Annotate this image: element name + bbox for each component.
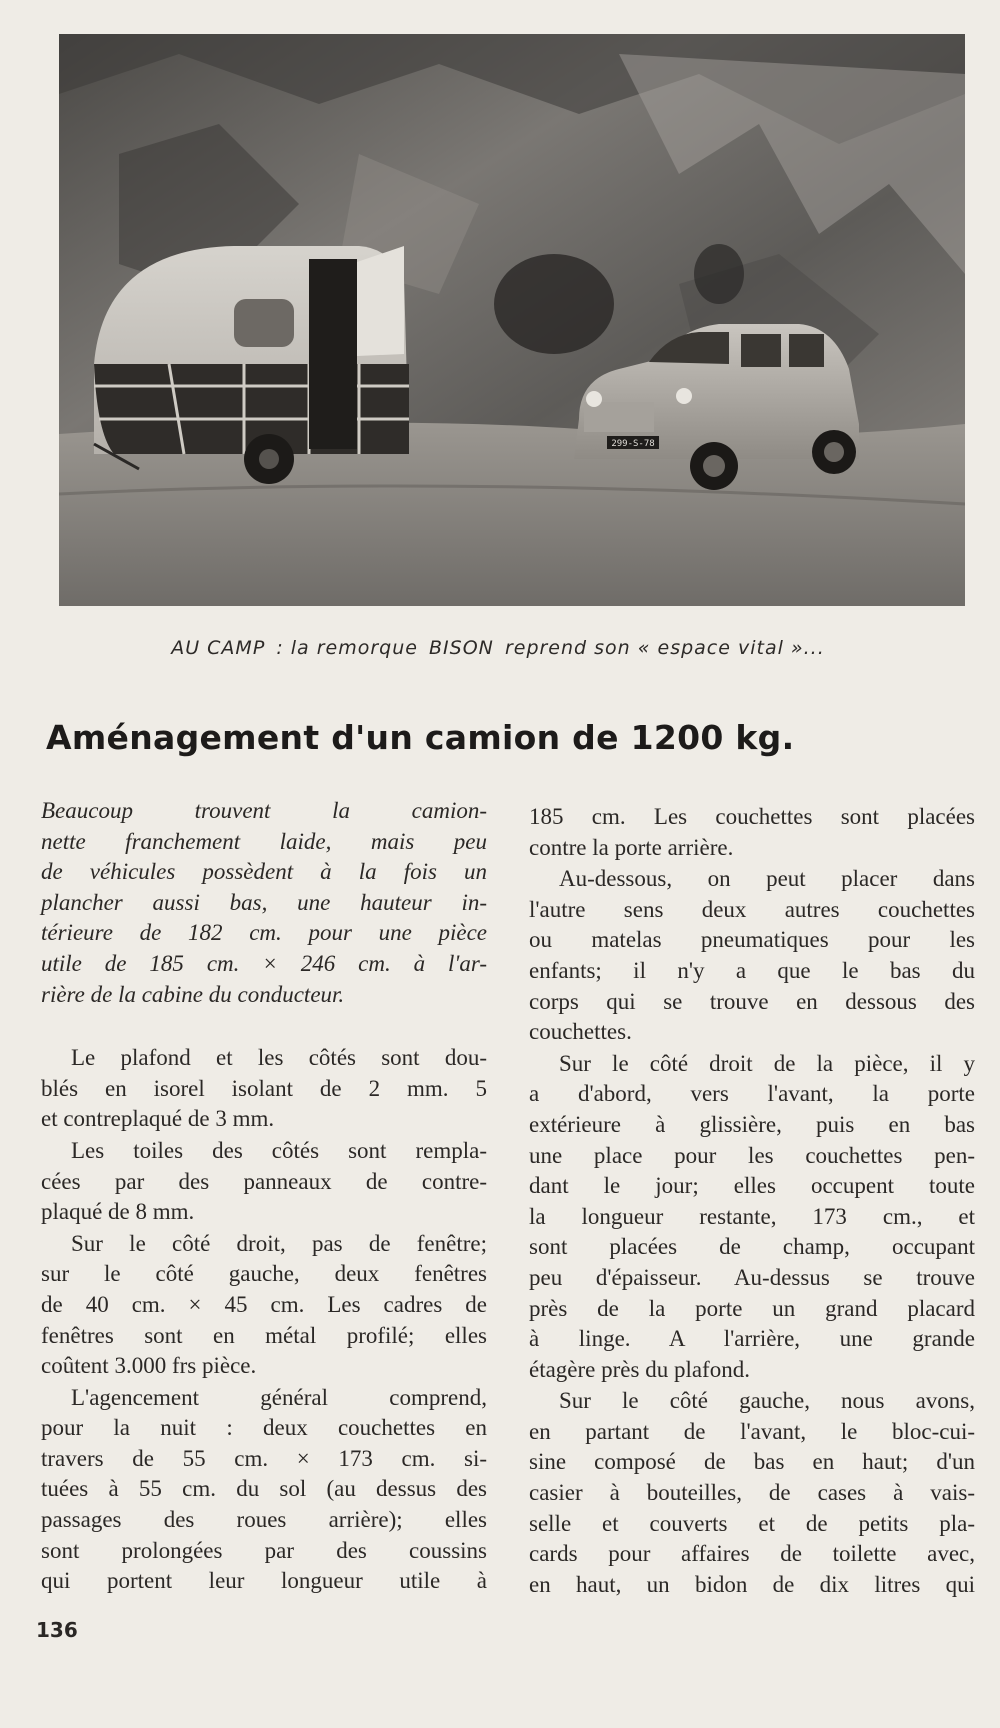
text-line: corps qui se trouve en dessous des <box>529 988 975 1014</box>
text-line: sur le côté gauche, deux fenêtres <box>41 1261 487 1287</box>
intro-paragraph <box>41 796 487 1010</box>
text-line: contre la porte arrière. <box>529 834 734 860</box>
text-line: près de la porte un grand placard <box>529 1295 975 1321</box>
text-line: une place pour les couchettes pen- <box>529 1142 975 1168</box>
text-line: selle et couverts et de petits pla- <box>529 1510 975 1536</box>
text-line: qui portent leur longueur utile à <box>41 1568 487 1594</box>
text-line: cées par des panneaux de contre- <box>41 1168 487 1194</box>
text-line: extérieure à glissière, puis en bas <box>529 1111 975 1137</box>
license-plate: 299-S-78 <box>611 439 655 449</box>
text-line: sine composé de bas en haut; d'un <box>529 1449 975 1475</box>
text-line: peu d'épaisseur. Au-dessus se trouve <box>529 1264 975 1290</box>
text-line: l'autre sens deux autres couchettes <box>529 896 975 922</box>
text-line: en partant de l'avant, le bloc-cui- <box>529 1418 975 1444</box>
text-line: étagère près du plafond. <box>529 1356 750 1382</box>
text-line: rière de la cabine du conducteur. <box>41 981 345 1007</box>
text-line: Sur le côté droit de la pièce, il y <box>559 1050 975 1076</box>
text-line: la longueur restante, 173 cm., et <box>529 1203 975 1229</box>
photo-caption <box>0 637 1000 659</box>
text-line: plaqué de 8 mm. <box>41 1199 195 1225</box>
text-line: Sur le côté droit, pas de fenêtre; <box>71 1230 487 1256</box>
text-line: passages des roues arrière); elles <box>41 1507 487 1533</box>
text-line: sont placées de champ, occupant <box>529 1234 975 1260</box>
left-body <box>41 1043 487 1597</box>
caption-au-camp: AU CAMP <box>171 637 266 659</box>
photo-trailer-and-car <box>59 34 965 606</box>
text-line: sont prolongées par des coussins <box>41 1537 487 1563</box>
caption-text-2: reprend son « espace vital »... <box>504 637 825 659</box>
text-line: nette franchement laide, mais peu <box>41 828 487 854</box>
paragraph <box>41 1383 487 1597</box>
text-line: L'agencement général comprend, <box>71 1384 487 1410</box>
article-headline: Aménagement d'un camion de 1200 kg. <box>46 718 795 757</box>
photo-icon <box>59 34 965 606</box>
text-line: fenêtres sont en métal profilé; elles <box>41 1322 487 1348</box>
right-column <box>529 802 975 1601</box>
paragraph <box>529 802 975 863</box>
text-line: à linge. A l'arrière, une grande <box>529 1326 975 1352</box>
paragraph <box>529 1386 975 1600</box>
text-line: tuées à 55 cm. du sol (au dessus des <box>41 1476 487 1502</box>
text-line: utile de 185 cm. × 246 cm. à l'ar- <box>41 950 487 976</box>
text-line: pour la nuit : deux couchettes en <box>41 1415 487 1441</box>
text-line: casier à bouteilles, de cases à vais- <box>529 1480 975 1506</box>
paragraph <box>529 864 975 1048</box>
paragraph <box>41 1043 487 1135</box>
text-line: coûtent 3.000 frs pièce. <box>41 1353 257 1379</box>
text-line: Beaucoup trouvent la camion- <box>41 798 487 823</box>
text-line: et contreplaqué de 3 mm. <box>41 1106 275 1132</box>
text-line: blés en isorel isolant de 2 mm. 5 <box>41 1075 487 1101</box>
text-line: Le plafond et les côtés sont dou- <box>71 1045 487 1071</box>
text-line: 185 cm. Les couchettes sont placées <box>529 804 975 829</box>
text-line: ou matelas pneumatiques pour les <box>529 927 975 953</box>
text-line: de 40 cm. × 45 cm. Les cadres de <box>41 1291 487 1317</box>
text-line: cards pour affaires de toilette avec, <box>529 1541 975 1567</box>
text-line: Sur le côté gauche, nous avons, <box>559 1388 975 1414</box>
paragraph <box>41 1229 487 1382</box>
left-column <box>41 796 487 1598</box>
text-line: a d'abord, vers l'avant, la porte <box>529 1081 975 1107</box>
caption-text-1: : la remorque <box>276 637 418 659</box>
text-line: enfants; il n'y a que le bas du <box>529 957 975 983</box>
text-line: travers de 55 cm. × 173 cm. si- <box>41 1445 487 1471</box>
text-line: térieure de 182 cm. pour une pièce <box>41 920 487 946</box>
text-line: couchettes. <box>529 1019 632 1045</box>
text-line: dant le jour; elles occupent toute <box>529 1173 975 1199</box>
paragraph <box>41 1136 487 1228</box>
caption-bison: BISON <box>429 637 494 659</box>
text-line: de véhicules possèdent à la fois un <box>41 859 487 885</box>
paragraph <box>529 1049 975 1386</box>
page-number: 136 <box>36 1618 78 1642</box>
text-line: plancher aussi bas, une hauteur in- <box>41 889 487 915</box>
text-line: Les toiles des côtés sont rempla- <box>71 1137 487 1163</box>
text-line: en haut, un bidon de dix litres qui <box>529 1571 975 1597</box>
text-line: Au-dessous, on peut placer dans <box>559 866 975 892</box>
